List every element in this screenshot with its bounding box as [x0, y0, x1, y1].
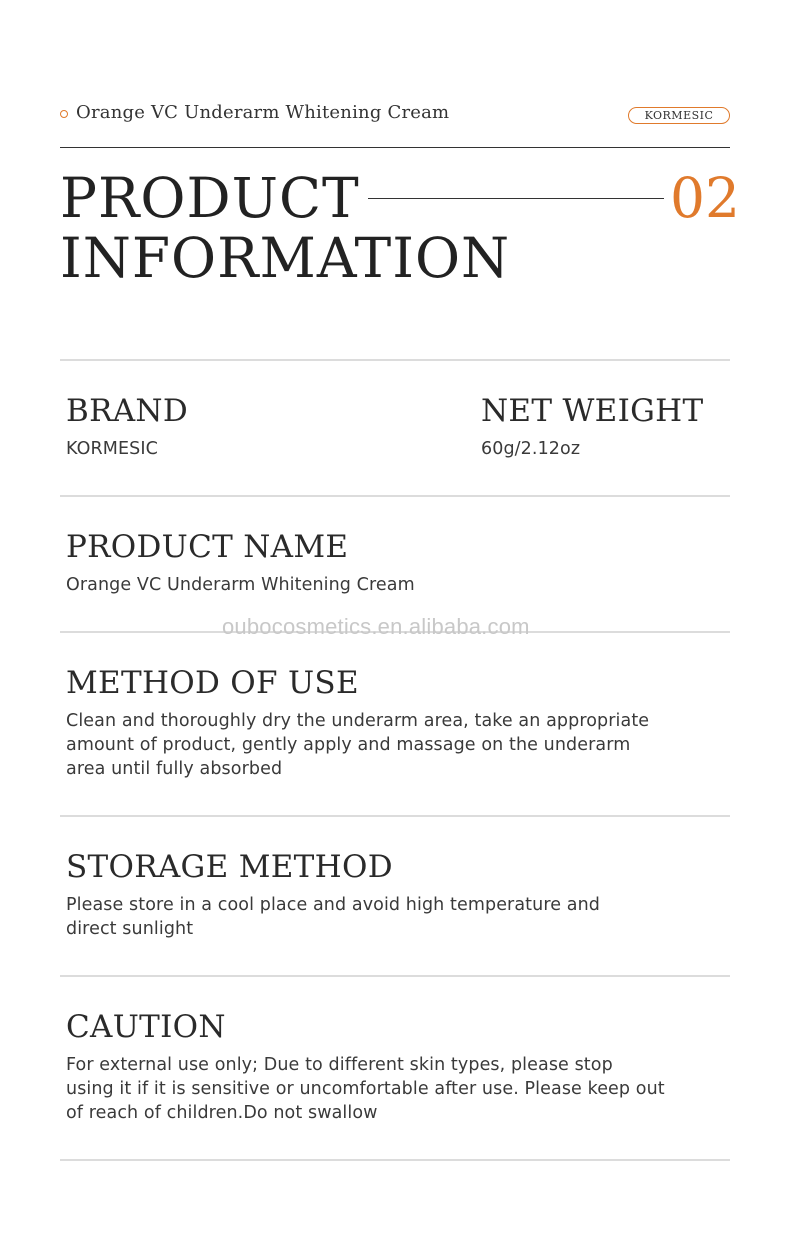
page-title-line-2: INFORMATION: [60, 226, 511, 290]
section-divider: [60, 495, 730, 497]
title-decorative-line: [368, 198, 664, 199]
caution-line: using it if it is sensitive or uncomfortable after use. Please keep out: [66, 1079, 665, 1099]
page-title-line-1: PRODUCT: [60, 166, 360, 230]
method-of-use-line: area until fully absorbed: [66, 759, 283, 779]
method-of-use-line: amount of product, gently apply and massage on the underarm: [66, 735, 631, 755]
brand-value: KORMESIC: [66, 439, 158, 459]
net-weight-label: NET WEIGHT: [481, 393, 704, 429]
caution-text: [66, 1053, 665, 1125]
section-divider: [60, 359, 730, 361]
storage-method-line: Please store in a cool place and avoid high temperature and: [66, 895, 600, 915]
method-of-use-text: [66, 709, 649, 781]
caution-line: of reach of children.Do not swallow: [66, 1103, 378, 1123]
method-of-use-line: Clean and thoroughly dry the underarm area, take an appropriate: [66, 711, 650, 731]
product-name-label: PRODUCT NAME: [66, 529, 349, 565]
caution-label: CAUTION: [66, 1009, 226, 1045]
product-name-value: Orange VC Underarm Whitening Cream: [66, 575, 415, 595]
section-number: 02: [670, 166, 740, 230]
storage-method-text: [66, 893, 600, 941]
section-divider: [60, 1159, 730, 1161]
header-title: Orange VC Underarm Whitening Cream: [76, 102, 450, 123]
storage-method-label: STORAGE METHOD: [66, 849, 393, 885]
section-divider: [60, 815, 730, 817]
watermark: oubocosmetics.en.alibaba.com: [222, 614, 530, 639]
method-of-use-label: METHOD OF USE: [66, 665, 359, 701]
bullet-circle-icon: [60, 110, 68, 118]
storage-method-line: direct sunlight: [66, 919, 194, 939]
header-divider: [60, 147, 730, 148]
brand-label: BRAND: [66, 393, 188, 429]
brand-badge: KORMESIC: [628, 107, 730, 124]
net-weight-value: 60g/2.12oz: [481, 439, 581, 459]
page-title: [60, 168, 510, 288]
caution-line: For external use only; Due to different skin types, please stop: [66, 1055, 613, 1075]
section-divider: [60, 975, 730, 977]
